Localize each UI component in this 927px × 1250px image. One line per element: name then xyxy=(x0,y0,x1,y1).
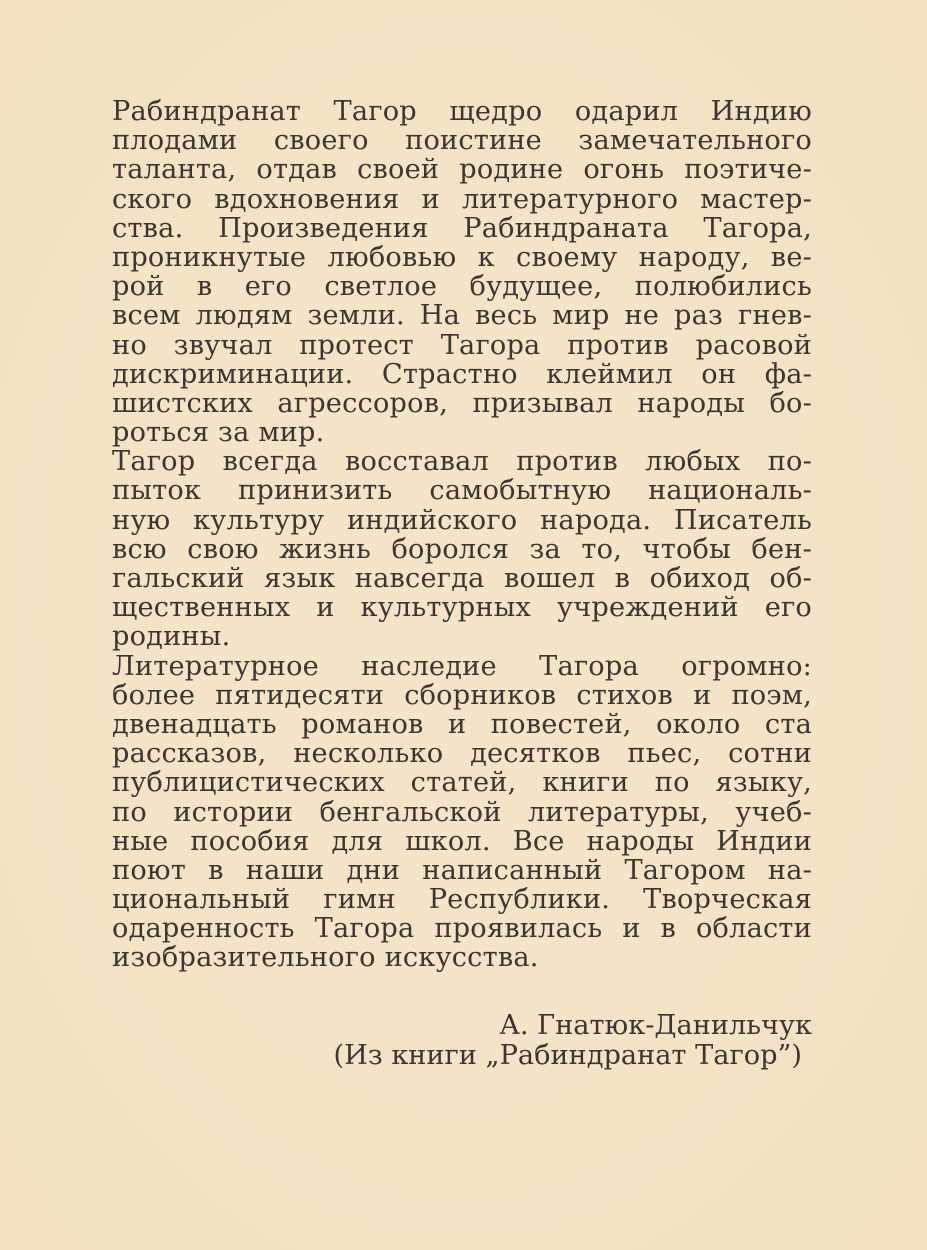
text-line: ные пособия для школ. Все народы Индии xyxy=(112,826,812,856)
text-line: публицистических статей, книги по языку, xyxy=(112,768,812,798)
text-line: шистских агрессоров, призывал народы бо- xyxy=(112,388,812,419)
text-line: роться за мир. xyxy=(112,418,325,448)
text-line: циональный гимн Республики. Творческая xyxy=(112,885,812,915)
text-line: по истории бенгальской литературы, учеб- xyxy=(112,797,812,827)
text-line: гальский язык навсегда вошел в обиход об- xyxy=(112,564,812,594)
text-line: дискриминации. Страстно клеймил он фа- xyxy=(112,359,812,389)
paragraph-3 xyxy=(112,652,812,973)
text-line: изобразительного искусства. xyxy=(112,943,539,973)
text-line: ства. Произведения Рабиндраната Тагора, xyxy=(112,213,812,243)
text-line: Рабиндранат Тагор щедро одарил Индию xyxy=(112,97,812,127)
text-line: ную культуру индийского народа. Писатель xyxy=(112,505,812,535)
signature-author: А. Гнатюк-Данильчук xyxy=(499,1010,812,1041)
text-line: родины. xyxy=(112,622,231,652)
paragraph-2 xyxy=(112,447,812,651)
text-line: одаренность Тагора проявилась и в области xyxy=(112,914,812,944)
text-line: рой в его светлое будущее, полюбились xyxy=(112,272,812,302)
text-line: пыток принизить самобытную националь- xyxy=(112,476,812,506)
text-line: поют в наши дни написанный Тагором на- xyxy=(112,855,812,886)
text-line: Тагор всегда восставал против любых по- xyxy=(112,447,812,477)
text-line: плодами своего поистине замечательного xyxy=(112,126,812,156)
text-line: но звучал протест Тагора против расовой xyxy=(112,330,812,360)
text-line: всю свою жизнь боролся за то, чтобы бен- xyxy=(112,534,812,564)
text-line: двенадцать романов и повестей, около ста xyxy=(112,709,812,740)
text-line: всем людям земли. На весь мир не раз гнев- xyxy=(112,301,812,331)
text-line: щественных и культурных учреждений его xyxy=(112,593,812,623)
text-line: проникнутые любовью к своему народу, ве- xyxy=(112,242,812,273)
text-line: более пятидесяти сборников стихов и поэм, xyxy=(112,680,812,710)
paragraph-1 xyxy=(112,97,812,447)
text-line: Литературное наследие Тагора огромно: xyxy=(112,651,812,681)
signature-source: (Из книги „Рабиндранат Тагор”) xyxy=(333,1040,802,1071)
article-text xyxy=(112,97,812,973)
text-line: ского вдохновения и литературного мастер- xyxy=(112,184,812,214)
text-line: рассказов, несколько десятков пьес, сотни xyxy=(112,739,812,769)
text-line: таланта, отдав своей родине огонь поэтиче- xyxy=(112,155,812,185)
